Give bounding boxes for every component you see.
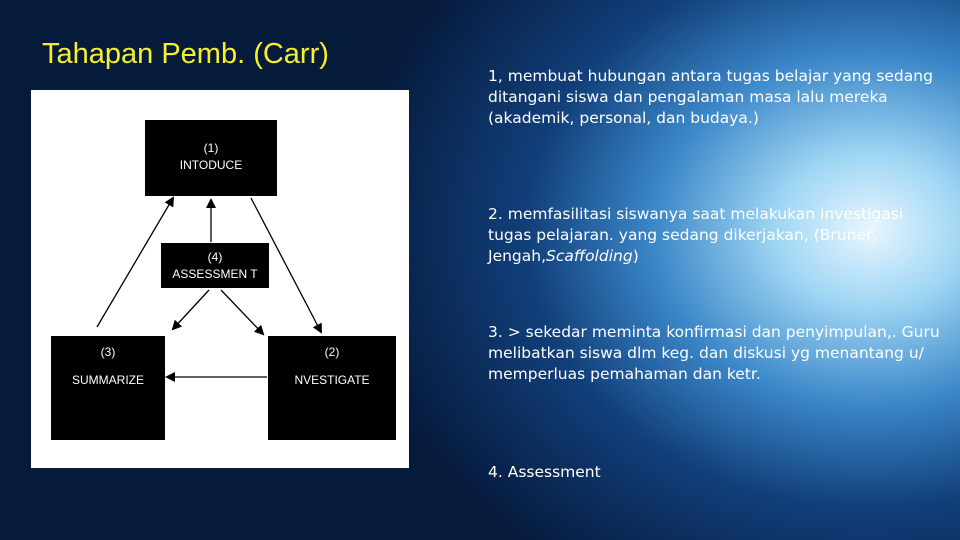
- stage-assessment-label: ASSESSMEN T: [172, 267, 258, 281]
- point-4-text: 4. Assessment: [488, 463, 601, 481]
- stage-introduce-number: (1): [203, 141, 219, 155]
- point-2-text: [488, 204, 948, 267]
- slide-title: Tahapan Pemb. (Carr): [42, 38, 329, 70]
- stage-summarize-number: (3): [100, 345, 116, 359]
- stage-investigate-label: NVESTIGATE: [294, 373, 370, 387]
- stage-assessment-box: [161, 243, 269, 288]
- arrow-assessment-to-investigate: [221, 290, 263, 334]
- stage-investigate-number: (2): [324, 345, 340, 359]
- stage-summarize-box: [51, 336, 165, 440]
- point-3-text: 3. > sekedar meminta konfirmasi dan penyimpulan,. Guru melibatkan siswa dlm keg. dan diskusi yg menantang u/ memperluas pemahaman dan ketr.: [488, 323, 940, 383]
- point-2-main: 2. memfasilitasi siswanya saat melakukan investigasi tugas pelajaran. yang sedang dikerjakan, (Bruner, Jengah,: [488, 205, 904, 265]
- point-2-end: ): [632, 247, 639, 265]
- stage-introduce-box: [145, 120, 277, 196]
- stage-introduce-label: INTODUCE: [179, 158, 243, 172]
- point-2-italic: Scaffolding: [546, 247, 633, 265]
- cycle-diagram: [31, 90, 409, 468]
- arrow-assessment-to-summarize: [173, 290, 209, 329]
- stage-assessment-number: (4): [207, 250, 223, 264]
- stage-investigate-box: [268, 336, 396, 440]
- point-1-text: 1, membuat hubungan antara tugas belajar yang sedang ditangani siswa dan pengalaman masa lalu mereka (akademik, personal, dan budaya.): [488, 67, 933, 127]
- stage-summarize-label: SUMMARIZE: [72, 373, 144, 387]
